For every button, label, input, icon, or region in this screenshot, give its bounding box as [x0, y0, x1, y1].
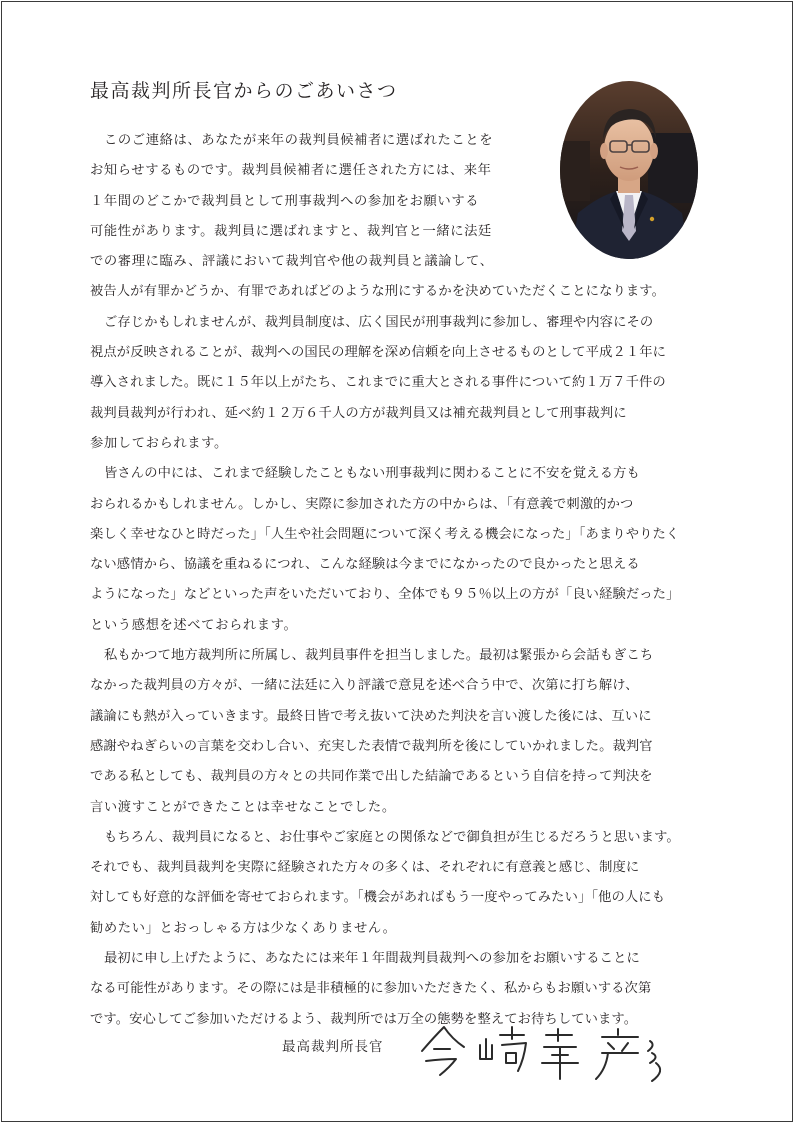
- letter-page: [1, 1, 793, 1122]
- body-line: 裁判員裁判が行われ、延べ約１２万６千人の方が裁判員又は補充裁判員として刑事裁判に: [90, 405, 627, 421]
- body-line: ご存じかもしれませんが、裁判員制度は、広く国民が刑事裁判に参加し、審理や内容にその: [104, 314, 654, 330]
- body-line: での審理に臨み、評議において裁判官や他の裁判員と議論して、: [90, 254, 494, 270]
- body-line: です。安心してご参加いただけるよう、裁判所では万全の態勢を整えてお待ちしています。: [90, 1011, 638, 1027]
- signature-block: [282, 1019, 682, 1083]
- letter-body: [90, 126, 715, 1035]
- body-line: 皆さんの中には、これまで経験したこともない刑事裁判に関わることに不安を覚える方も: [104, 466, 640, 482]
- body-line: 楽しく幸せなひと時だった」「人生や社会問題について深く考える機会になった」「あまりやりたく: [90, 526, 680, 542]
- body-line: ない感情から、協議を重ねるにつれ、こんな経験は今までになかったので良かったと思える: [90, 557, 640, 573]
- body-line: 対しても好意的な評価を寄せておられます。「機会があればもう一度やってみたい」「他の人にも: [90, 890, 666, 906]
- body-line: 可能性があります。裁判員に選ばれますと、裁判官と一緒に法廷: [90, 223, 492, 239]
- body-line: もちろん、裁判員になると、お仕事やご家庭との関係などで御負担が生じるだろうと思います。: [104, 829, 680, 845]
- page-title: 最高裁判所長官からのごあいさつ: [90, 80, 398, 102]
- signature-title: 最高裁判所長官: [282, 1039, 384, 1055]
- body-line: なる可能性があります。その際には是非積極的に参加いただきたく、私からもお願いする次第: [90, 981, 652, 997]
- body-line: ようになった」などといった声をいただいており、全体でも９５％以上の方が「良い経験だった」: [90, 587, 680, 603]
- body-line: 参加しておられます。: [90, 435, 228, 451]
- body-line: このご連絡は、あなたが来年の裁判員候補者に選ばれたことを: [104, 133, 494, 148]
- body-line: それでも、裁判員裁判を実際に経験された方々の多くは、それぞれに有意義と感じ、制度に: [90, 860, 640, 876]
- body-line: 勧めたい」とおっしゃる方は少なくありません。: [90, 920, 397, 936]
- body-line: 言い渡すことができたことは幸せなことでした。: [90, 799, 396, 815]
- body-line: という感想を述べておられます。: [90, 617, 298, 633]
- body-line: 被告人が有罪かどうか、有罪であればどのような刑にするかを決めていただくことになります。: [90, 284, 665, 300]
- body-line: お知らせするものです。裁判員候補者に選任された方には、来年: [90, 163, 492, 179]
- body-line: なかった裁判員の方々が、一緒に法廷に入り評議で意見を述べ合う中で、次第に打ち解け、: [90, 678, 639, 694]
- body-line: 最初に申し上げたように、あなたには来年１年間裁判員裁判への参加をお願いすることに: [104, 951, 640, 967]
- body-line: 導入されました。既に１５年以上がたち、これまでに重大とされる事件について約１万７千件の: [90, 375, 666, 391]
- body-line: 私もかつて地方裁判所に所属し、裁判員事件を担当しました。最初は緊張から会話もぎこち: [104, 648, 654, 664]
- body-line: 議論にも熱が入っていきます。最終日皆で考え抜いて決めた判決を言い渡した後には、互いに: [90, 708, 652, 724]
- body-line: おられるかもしれません。しかし、実際に参加された方の中からは、「有意義で刺激的かつ: [90, 496, 634, 512]
- body-line: 視点が反映されることが、裁判への国民の理解を深め信頼を向上させるものとして平成２１年に: [90, 345, 667, 361]
- handwritten-signature: [412, 1019, 682, 1083]
- body-line: 感謝やねぎらいの言葉を交わし合い、充実した表情で裁判所を後にしていかれました。裁判官: [90, 738, 653, 754]
- body-line: である私としても、裁判員の方々との共同作業で出した結論であるという自信を持って判決を: [90, 769, 653, 785]
- body-line: １年間のどこかで裁判員として刑事裁判への参加をお願いする: [90, 193, 480, 209]
